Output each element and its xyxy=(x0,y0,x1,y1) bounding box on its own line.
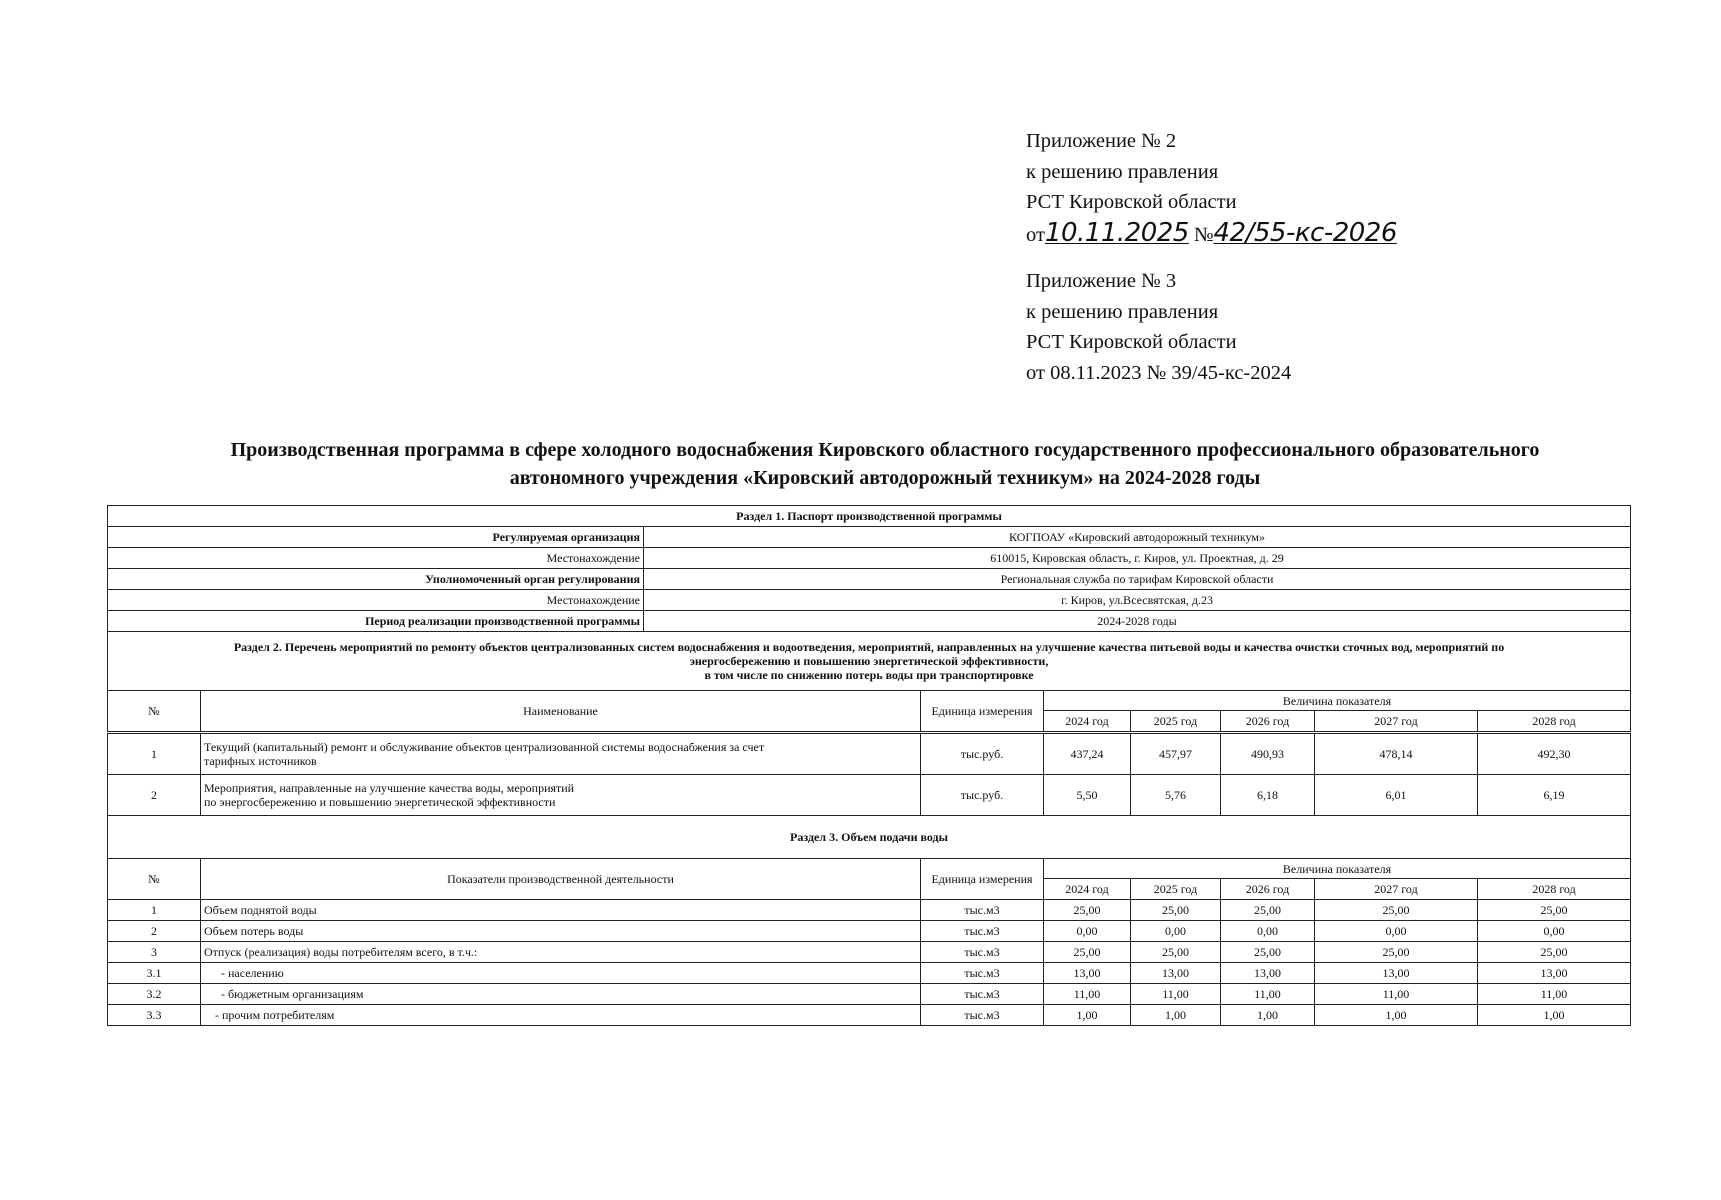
row-value: 11,00 xyxy=(1478,984,1631,1005)
row-value: 0,00 xyxy=(1478,921,1631,942)
year-header: 2027 год xyxy=(1315,711,1478,733)
row-value: 0,00 xyxy=(1044,921,1131,942)
row-unit: тыс.руб. xyxy=(921,775,1044,816)
table-row xyxy=(108,900,1631,921)
table-row xyxy=(108,733,1631,775)
year-header: 2024 год xyxy=(1044,711,1131,733)
row-value: 5,76 xyxy=(1131,775,1221,816)
table-row xyxy=(108,963,1631,984)
year-header: 2026 год xyxy=(1221,711,1315,733)
row-name xyxy=(201,733,921,775)
year-header: 2025 год xyxy=(1131,711,1221,733)
passport-value: Региональная служба по тарифам Кировской области xyxy=(644,569,1631,590)
row-name: - прочим потребителям xyxy=(201,1005,921,1026)
document-title-line2: автономного учреждения «Кировский автодорожный техникум» на 2024-2028 годы xyxy=(509,467,1261,489)
section3-header: Раздел 3. Объем подачи воды xyxy=(108,816,1631,859)
row-unit: тыс.м3 xyxy=(921,900,1044,921)
appendix-2-line3: РСТ Кировской области xyxy=(1026,191,1237,213)
row-unit: тыс.м3 xyxy=(921,963,1044,984)
row-name: Отпуск (реализация) воды потребителям всего, в т.ч.: xyxy=(201,942,921,963)
appendix-2-number-label: № xyxy=(1193,223,1214,246)
row-value: 5,50 xyxy=(1044,775,1131,816)
row-value: 11,00 xyxy=(1221,984,1315,1005)
appendix-2-title: Приложение № 2 xyxy=(1026,130,1177,152)
col-unit-header: Единица измерения xyxy=(921,859,1044,900)
row-value: 1,00 xyxy=(1131,1005,1221,1026)
row-value: 13,00 xyxy=(1044,963,1131,984)
passport-label: Местонахождение xyxy=(108,548,644,569)
row-value: 25,00 xyxy=(1315,900,1478,921)
row-num: 2 xyxy=(108,775,201,816)
section1-header: Раздел 1. Паспорт производственной программы xyxy=(108,506,1631,527)
year-header: 2025 год xyxy=(1131,879,1221,900)
appendix-3-block xyxy=(1026,266,1291,388)
row-value: 0,00 xyxy=(1131,921,1221,942)
passport-row xyxy=(108,590,1631,611)
handwritten-date: 10.11.2025 xyxy=(1044,217,1189,248)
row-name-line2: по энергосбережению и повышению энергетической эффективности xyxy=(204,795,556,809)
table-row xyxy=(108,921,1631,942)
year-header: 2028 год xyxy=(1478,879,1631,900)
row-value: 13,00 xyxy=(1131,963,1221,984)
year-header: 2027 год xyxy=(1315,879,1478,900)
row-num: 3 xyxy=(108,942,201,963)
row-value: 13,00 xyxy=(1478,963,1631,984)
passport-row xyxy=(108,548,1631,569)
row-value: 478,14 xyxy=(1315,733,1478,775)
passport-label: Местонахождение xyxy=(108,590,644,611)
section2-header-row xyxy=(108,632,1631,691)
row-value: 457,97 xyxy=(1131,733,1221,775)
section2-colheader-row xyxy=(108,691,1631,711)
section2-header-line1: Раздел 2. Перечень мероприятий по ремонту объектов централизованных систем водоснабжения и водоотведения, мероприятий, направленных на улучшение качества питьевой воды и качества очистки сточных вод, мероприятий по xyxy=(233,640,1505,654)
row-value: 25,00 xyxy=(1221,942,1315,963)
row-value: 25,00 xyxy=(1221,900,1315,921)
row-value: 25,00 xyxy=(1044,942,1131,963)
handwritten-number: 42/55-кс-2026 xyxy=(1213,217,1397,248)
row-value: 490,93 xyxy=(1221,733,1315,775)
row-name-line1: Мероприятия, направленные на улучшение качества воды, мероприятий xyxy=(204,781,575,795)
row-value: 0,00 xyxy=(1315,921,1478,942)
passport-row xyxy=(108,569,1631,590)
row-value: 25,00 xyxy=(1315,942,1478,963)
row-num: 3.2 xyxy=(108,984,201,1005)
passport-label: Период реализации производственной программы xyxy=(108,611,644,632)
col-name-header: Наименование xyxy=(201,691,921,733)
row-value: 6,19 xyxy=(1478,775,1631,816)
row-value: 437,24 xyxy=(1044,733,1131,775)
row-value: 25,00 xyxy=(1044,900,1131,921)
production-program-table xyxy=(107,505,1631,1026)
passport-label: Уполномоченный орган регулирования xyxy=(108,569,644,590)
appendix-2-line2: к решению правления xyxy=(1026,160,1219,183)
appendix-3-line2: к решению правления xyxy=(1026,300,1219,323)
appendix-3-line4: от 08.11.2023 № 39/45-кс-2024 xyxy=(1026,361,1292,384)
row-num: 1 xyxy=(108,733,201,775)
section3-header-row xyxy=(108,816,1631,859)
row-value: 25,00 xyxy=(1478,900,1631,921)
year-header: 2028 год xyxy=(1478,711,1631,733)
row-value: 1,00 xyxy=(1044,1005,1131,1026)
col-num-header: № xyxy=(108,859,201,900)
row-unit: тыс.м3 xyxy=(921,1005,1044,1026)
document-title-line1: Производственная программа в сфере холодного водоснабжения Кировского областного государственного профессионального образовательного xyxy=(230,439,1540,461)
passport-value: г. Киров, ул.Всесвятская, д.23 xyxy=(644,590,1631,611)
row-value: 11,00 xyxy=(1131,984,1221,1005)
passport-value: 2024-2028 годы xyxy=(644,611,1631,632)
row-value: 0,00 xyxy=(1221,921,1315,942)
row-unit: тыс.м3 xyxy=(921,942,1044,963)
table-row xyxy=(108,984,1631,1005)
col-value-header: Величина показателя xyxy=(1044,859,1631,879)
section1-header-row xyxy=(108,506,1631,527)
row-value: 25,00 xyxy=(1478,942,1631,963)
row-num: 1 xyxy=(108,900,201,921)
col-value-header: Величина показателя xyxy=(1044,691,1631,711)
section2-header xyxy=(108,632,1631,691)
row-value: 13,00 xyxy=(1221,963,1315,984)
col-num-header: № xyxy=(108,691,201,733)
row-value: 11,00 xyxy=(1044,984,1131,1005)
row-value: 1,00 xyxy=(1478,1005,1631,1026)
row-name: - бюджетным организациям xyxy=(201,984,921,1005)
appendix-2-block xyxy=(1026,126,1397,250)
passport-row xyxy=(108,611,1631,632)
row-value: 1,00 xyxy=(1221,1005,1315,1026)
row-name: Объем потерь воды xyxy=(201,921,921,942)
appendix-3-line3: РСТ Кировской области xyxy=(1026,331,1237,353)
row-value: 1,00 xyxy=(1315,1005,1478,1026)
row-name xyxy=(201,775,921,816)
section2-header-line3: в том числе по снижению потерь воды при транспортировке xyxy=(704,668,1034,682)
table-row xyxy=(108,942,1631,963)
year-header: 2024 год xyxy=(1044,879,1131,900)
row-name-line2: тарифных источников xyxy=(204,754,317,768)
col-name-header: Показатели производственной деятельности xyxy=(201,859,921,900)
appendix-2-from-label: от xyxy=(1026,223,1045,246)
row-value: 492,30 xyxy=(1478,733,1631,775)
section3-colheader-row xyxy=(108,859,1631,879)
row-unit: тыс.руб. xyxy=(921,733,1044,775)
row-num: 3.3 xyxy=(108,1005,201,1026)
section2-header-line2: энергосбережению и повышению энергетической эффективности, xyxy=(689,654,1049,668)
appendix-3-title: Приложение № 3 xyxy=(1026,270,1177,292)
row-value: 6,01 xyxy=(1315,775,1478,816)
appendix-2-date-line xyxy=(1026,218,1397,251)
passport-row xyxy=(108,527,1631,548)
row-value: 11,00 xyxy=(1315,984,1478,1005)
row-value: 25,00 xyxy=(1131,900,1221,921)
row-num: 3.1 xyxy=(108,963,201,984)
passport-label: Регулируемая организация xyxy=(108,527,644,548)
row-name: - населению xyxy=(201,963,921,984)
col-unit-header: Единица измерения xyxy=(921,691,1044,733)
row-name-line1: Текущий (капитальный) ремонт и обслуживание объектов централизованной системы водоснабжения за счет xyxy=(204,740,765,754)
year-header: 2026 год xyxy=(1221,879,1315,900)
row-value: 13,00 xyxy=(1315,963,1478,984)
passport-value: КОГПОАУ «Кировский автодорожный техникум» xyxy=(644,527,1631,548)
passport-value: 610015, Кировская область, г. Киров, ул. Проектная, д. 29 xyxy=(644,548,1631,569)
row-value: 6,18 xyxy=(1221,775,1315,816)
row-unit: тыс.м3 xyxy=(921,984,1044,1005)
table-row xyxy=(108,775,1631,816)
row-num: 2 xyxy=(108,921,201,942)
document-title xyxy=(100,436,1670,492)
row-value: 25,00 xyxy=(1131,942,1221,963)
row-unit: тыс.м3 xyxy=(921,921,1044,942)
table-row xyxy=(108,1005,1631,1026)
row-name: Объем поднятой воды xyxy=(201,900,921,921)
